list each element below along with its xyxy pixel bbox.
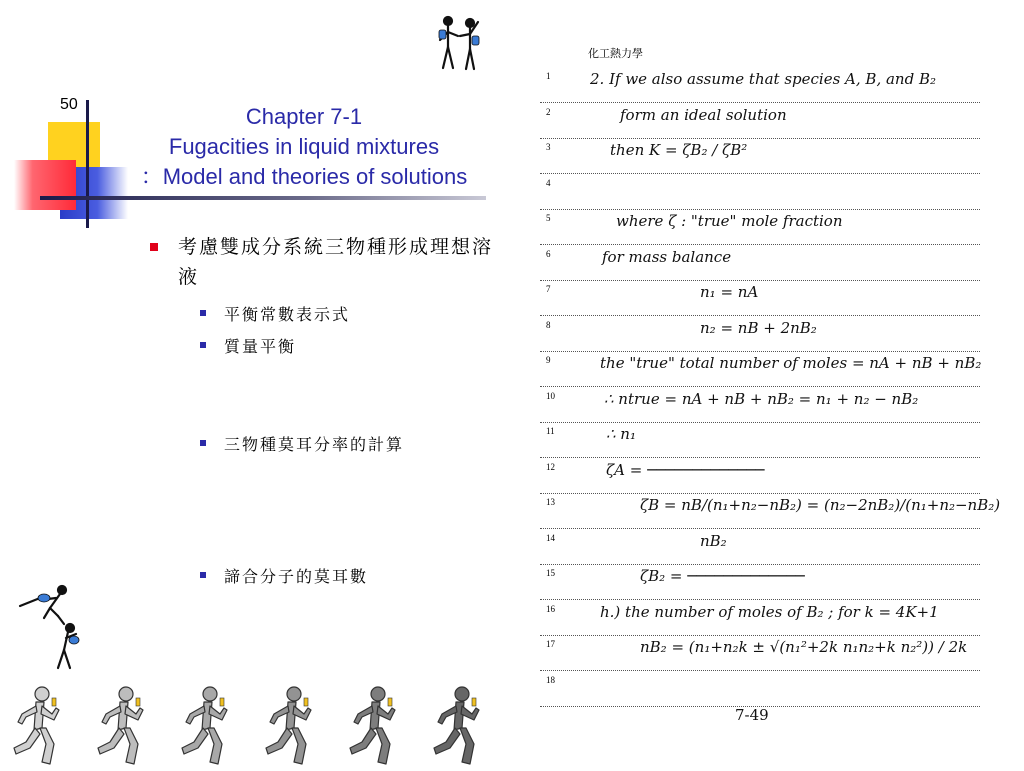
notebook-line	[540, 387, 980, 423]
handwritten-text: form an ideal solution	[620, 105, 787, 124]
bullet-equilibrium-constant: 平衡常數表示式	[200, 302, 350, 325]
notebook-page	[540, 40, 1001, 724]
notebook-line	[540, 422, 980, 458]
handwritten-text: for mass balance	[602, 247, 732, 266]
two-people-icon	[436, 14, 484, 74]
line-number: 7	[546, 284, 551, 294]
line-number: 2	[546, 106, 551, 117]
notebook-line	[540, 351, 980, 387]
notebook-header: 化工熱力學	[588, 47, 643, 60]
handwritten-text: ζA = ─────────────	[606, 460, 765, 479]
line-number: 4	[546, 177, 551, 188]
notebook-line	[540, 280, 980, 316]
red-deco-block	[14, 160, 76, 210]
notebook-page-number: 7-49	[735, 706, 769, 724]
bullet-main: 考慮雙成分系統三物種形成理想溶液	[150, 232, 498, 292]
handwritten-text: the "true" total number of moles = nA + nB + nB₂	[600, 354, 982, 372]
running-people-row	[0, 684, 480, 768]
title-line-1: Chapter 7-1	[245, 104, 363, 129]
slide-title	[128, 102, 480, 192]
handwritten-text: nB₂	[700, 531, 727, 550]
handwritten-text: n₂ = nB + 2nB₂	[700, 318, 817, 337]
notebook-line	[540, 316, 980, 352]
title-line-3: ：Model and theories of solutions	[140, 164, 468, 189]
handwritten-text: 2. If we also assume that species A, B, and B₂	[590, 70, 936, 88]
handwritten-text: where ζ : "true" mole fraction	[616, 212, 843, 230]
line-number: 9	[546, 355, 551, 365]
running-person-icon	[6, 684, 60, 771]
handwritten-text: ζB₂ = ─────────────	[640, 567, 805, 585]
running-person-icon	[426, 684, 480, 771]
bullet-mass-balance: 質量平衡	[200, 334, 296, 357]
vertical-deco-line	[86, 100, 89, 228]
handwritten-text: ∴ n₁	[606, 425, 636, 443]
line-number: 14	[546, 532, 555, 543]
line-number: 3	[546, 142, 551, 152]
handwritten-text: then K = ζB₂ / ζB²	[610, 141, 748, 159]
handwritten-text: n₁ = nA	[700, 283, 759, 301]
bullet-mole-fraction: 三物種莫耳分率的計算	[200, 432, 404, 455]
running-person-icon	[90, 684, 144, 771]
line-number: 5	[546, 213, 551, 223]
line-number: 17	[546, 639, 555, 649]
line-number: 11	[546, 426, 555, 436]
running-person-icon	[258, 684, 312, 771]
line-number: 6	[546, 248, 551, 259]
line-number: 12	[546, 461, 555, 472]
handwritten-text: ζB = nB/(n₁+n₂−nB₂) = (n₂−2nB₂)/(n₁+n₂−nB₂)	[640, 496, 1001, 514]
notebook-line	[540, 635, 980, 671]
title-underline	[40, 196, 486, 200]
notebook-line	[540, 174, 980, 210]
notebook-line	[540, 103, 980, 139]
bullet-associated-moles: 諦合分子的莫耳數	[200, 564, 368, 587]
title-line-2: Fugacities in liquid mixtures	[168, 134, 440, 159]
line-number: 10	[546, 390, 555, 401]
line-number: 18	[546, 674, 555, 685]
notebook-line	[540, 564, 980, 600]
slide-number: 50	[60, 96, 78, 113]
notebook-line	[540, 67, 980, 103]
line-number: 15	[546, 568, 555, 578]
notebook-line	[540, 671, 980, 707]
notebook-line	[540, 458, 980, 494]
line-number: 16	[546, 603, 555, 614]
notebook-line	[540, 529, 980, 565]
line-number: 8	[546, 319, 551, 330]
notebook-line	[540, 245, 980, 281]
notebook-line	[540, 209, 980, 245]
notebook-line	[540, 138, 980, 174]
line-number: 1	[546, 71, 551, 81]
notebook-line	[540, 493, 1001, 529]
handwritten-text: ∴ ntrue = nA + nB + nB₂ = n₁ + n₂ − nB₂	[604, 389, 919, 408]
notebook-line	[540, 600, 980, 636]
climbing-people-icon	[18, 584, 88, 674]
running-person-icon	[342, 684, 396, 771]
handwritten-text: h.) the number of moles of B₂ ; for k = 4K+1	[600, 602, 939, 621]
running-person-icon	[174, 684, 228, 771]
line-number: 13	[546, 497, 555, 507]
handwritten-text: nB₂ = (n₁+n₂k ± √(n₁²+2k n₁n₂+k n₂²)) / 2k	[640, 638, 968, 656]
